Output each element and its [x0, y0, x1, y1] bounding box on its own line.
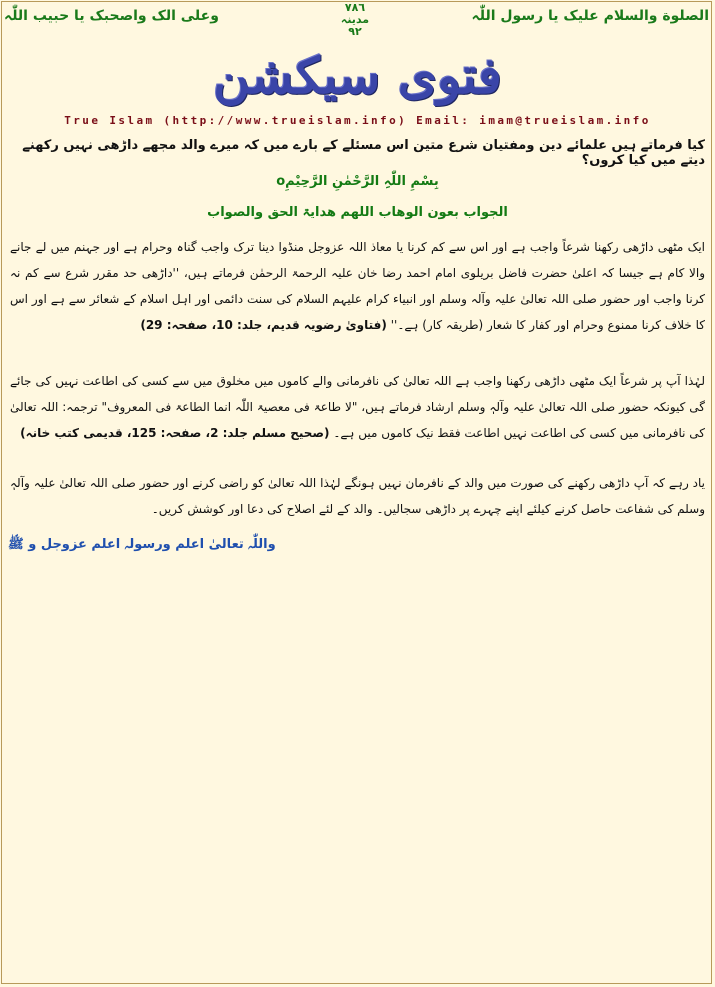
question-text: کیا فرماتے ہیں علمائے دین ومفتیان شرع متین اس مسئلے کے بارے میں کہ میرے والد مجھے داڑھی نہیں رکھنے دیتے میں کیا کروں؟	[22, 138, 705, 168]
paragraph-1-reference: (فتاویٰ رضویہ قدیم، جلد: 10، صفحہ: 29)	[140, 318, 387, 332]
paragraph-2	[10, 368, 705, 446]
contact-line: True Islam (http://www.trueislam.info) Email: imam@trueislam.info	[64, 114, 651, 127]
center-marker	[330, 2, 380, 38]
closing-text: واللّٰہ تعالیٰ اعلم ورسولہ اعلم عزوجل و ﷺ	[8, 537, 276, 552]
paragraph-1-text: ایک مٹھی داڑھی رکھنا شرعاً واجب ہے اور اس سے کم کرنا یا معاذ اللہ عزوجل منڈوا دینا ترک واجب گناہ وحرام ہے اور جہنم میں لے جانے والا کام ہے جیسا کہ اعلیٰ حضرت فاضل بریلوی امام احمد رضا خان علیہ الرحمۃ الرحمٰن فرماتے ہیں، ''داڑھی حد مقرر شرع سے کم نہ کرنا واجب اور حضور صلی اللہ تعالیٰ علیہ وآلہ وسلم اور انبیاء کرام علیہم السلام کی سنت دائمی اور اہل اسلام کے شعائر سے ہے اور اس کا خلاف کرنا ممنوع وحرام اور کفار کا شعار (طریقہ کار) ہے۔''	[10, 240, 705, 332]
paragraph-2-reference: (صحیح مسلم جلد: 2، صفحہ: 125، قدیمی کتب خانہ)	[20, 426, 330, 440]
paragraph-3	[10, 470, 705, 522]
paragraph-3-text: یاد رہے کہ آپ داڑھی رکھنے کی صورت میں والد کے نافرمان نہیں ہونگے لہٰذا اللہ تعالیٰ کو راضی کرنے اور حضور صلی اللہ تعالیٰ علیہ وآلہٖ وسلم کی شفاعت حاصل کرنے کیلئے اپنے چہرے پر داڑھی سجالیں۔ والد کے لئے اصلاح کی دعا اور کوشش کریں۔	[10, 476, 705, 516]
center-line-3: ٩٢	[348, 25, 362, 38]
salutation-left: وعلی الک واصحبک یا حبیب اللّٰہ	[4, 8, 219, 24]
salutation-right: الصلوة والسلام علیک یا رسول اللّٰہ	[471, 8, 709, 24]
page-title: فتوی سیکشن	[213, 46, 502, 105]
answer-heading: الجواب بعون الوھاب اللھم ھدایۃ الحق والصواب	[207, 205, 508, 220]
header	[0, 0, 715, 48]
bismillah: بِسْمِ اللّٰہِ الرَّحْمٰنِ الرَّحِیْمِo	[276, 174, 439, 189]
paragraph-1	[10, 234, 705, 338]
center-line-1: ٧٨٦	[344, 1, 366, 14]
center-line-2: مدینہ	[340, 13, 370, 26]
paragraph-2-text: لہٰذا آپ پر شرعاً ایک مٹھی داڑھی رکھنا واجب ہے اللہ تعالیٰ کی نافرمانی والے کاموں میں مخلوق میں سے کسی کی اطاعت نہیں کی جائے گی کیونکہ حضور صلی اللہ تعالیٰ علیہ وآلہٖ وسلم ارشاد فرماتے ہیں، "لا طاعۃ فی معصیۃ اللّٰہ انما الطاعۃ فی المعروف" ترجمہ: اللہ تعالیٰ کی نافرمانی میں کسی کی اطاعت نہیں اطاعت فقط نیک کاموں میں ہے۔	[10, 374, 705, 440]
